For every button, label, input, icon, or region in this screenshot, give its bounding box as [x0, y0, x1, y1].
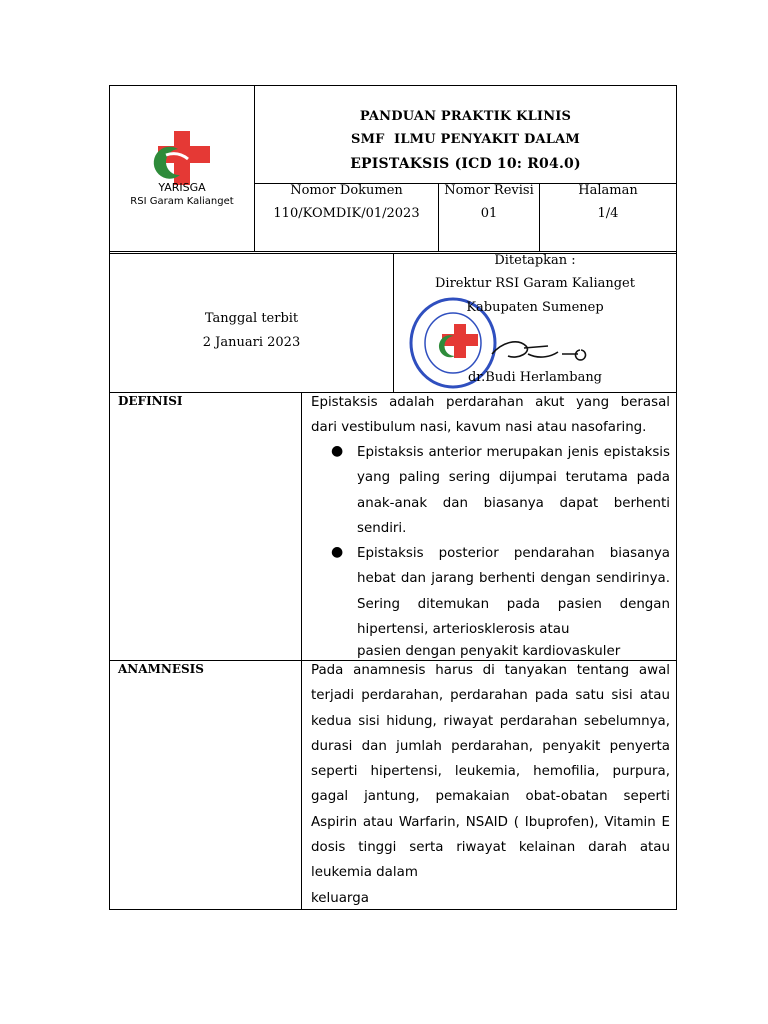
text-line: dari vestibulum nasi, kavum nasi atau nasofaring. [311, 420, 647, 436]
definisi-bullet-2 [357, 541, 670, 662]
logo-subtitle: RSI Garam Kalianget [130, 196, 234, 207]
page-title-line-2: SMF ILMU PENYAKIT DALAM [351, 132, 580, 147]
text-line: Pada anamnesis harus di tanyakan tentang awal [311, 663, 670, 678]
text-line: Aspirin atau Warfarin, NSAID ( Ibuprofen), Vitamin E [311, 814, 670, 830]
divider [301, 392, 302, 909]
issued-label: Tanggal terbit [204, 311, 299, 326]
section-label-anamnesis: ANAMNESIS [118, 662, 204, 676]
table-border-right [676, 85, 677, 910]
text-line: seperti hipertensi, leukemia, hemofilia, purpura, [311, 764, 670, 780]
text-line: pasien dengan penyakit kardiovaskuler [357, 644, 621, 660]
table-border-top [109, 85, 677, 86]
text-line: hebat dan jarang berhenti dengan sendirinya. [357, 571, 670, 587]
logo-name: YARISGA [158, 181, 206, 194]
signature [488, 332, 598, 372]
text-line: Epistaksis adalah perdarahan akut yang berasal [311, 395, 670, 410]
text-line: hipertensi, arteriosklerosis atau [357, 621, 570, 637]
red-cross-crescent-icon [118, 125, 246, 185]
page-title-line-3: EPISTAKSIS (ICD 10: R04.0) [350, 156, 581, 172]
page-value: 1/4 [597, 206, 619, 221]
doc-number-value: 110/KOMDIK/01/2023 [273, 206, 420, 221]
director-title: Direktur RSI Garam Kalianget [435, 276, 635, 291]
text-line: Epistaksis posterior pendarahan biasanya [357, 546, 670, 561]
bullet-icon: ● [331, 544, 344, 560]
divider [109, 251, 677, 252]
definisi-bullet-1 [357, 440, 670, 541]
text-line: yang paling sering dijumpai terutama pada [357, 470, 670, 486]
anamnesis-text [311, 658, 670, 911]
table-border-left [109, 85, 110, 910]
text-line: gagal jantung, pemakaian obat-obatan seperti [311, 789, 670, 805]
text-line: kedua sisi hidung, riwayat perdarahan sebelumnya, [311, 713, 670, 729]
page-label: Halaman [578, 183, 638, 198]
regency-name: Kabupaten Sumenep [466, 300, 604, 315]
revision-value: 01 [480, 206, 498, 221]
section-label-definisi: DEFINISI [118, 394, 183, 408]
page-title-line-1: PANDUAN PRAKTIK KLINIS [359, 109, 572, 124]
text-line: durasi dan jumlah perdarahan, penyakit penyerta [311, 738, 670, 754]
signer-name: dr.Budi Herlambang [467, 370, 603, 385]
text-line: keluarga [311, 890, 369, 906]
hospital-logo [118, 125, 246, 215]
text-line: Epistaksis anterior merupakan jenis epistaksis [357, 445, 670, 460]
text-line: anak-anak dan biasanya dapat berhenti [357, 495, 670, 511]
text-line: Sering ditemukan pada pasien dengan [357, 596, 670, 612]
text-line: dosis tinggi serta riwayat kelainan darah atau [311, 840, 670, 856]
set-label: Ditetapkan : [494, 253, 576, 268]
text-line: sendiri. [357, 520, 407, 536]
text-line: leukemia dalam [311, 865, 418, 881]
definisi-intro [311, 390, 670, 441]
doc-number-label: Nomor Dokumen [290, 183, 403, 198]
bullet-icon: ● [331, 443, 344, 459]
text-line: terjadi perdarahan, perdarahan pada satu sisi atau [311, 688, 670, 704]
issued-date: 2 Januari 2023 [202, 335, 301, 350]
revision-label: Nomor Revisi [444, 183, 534, 198]
